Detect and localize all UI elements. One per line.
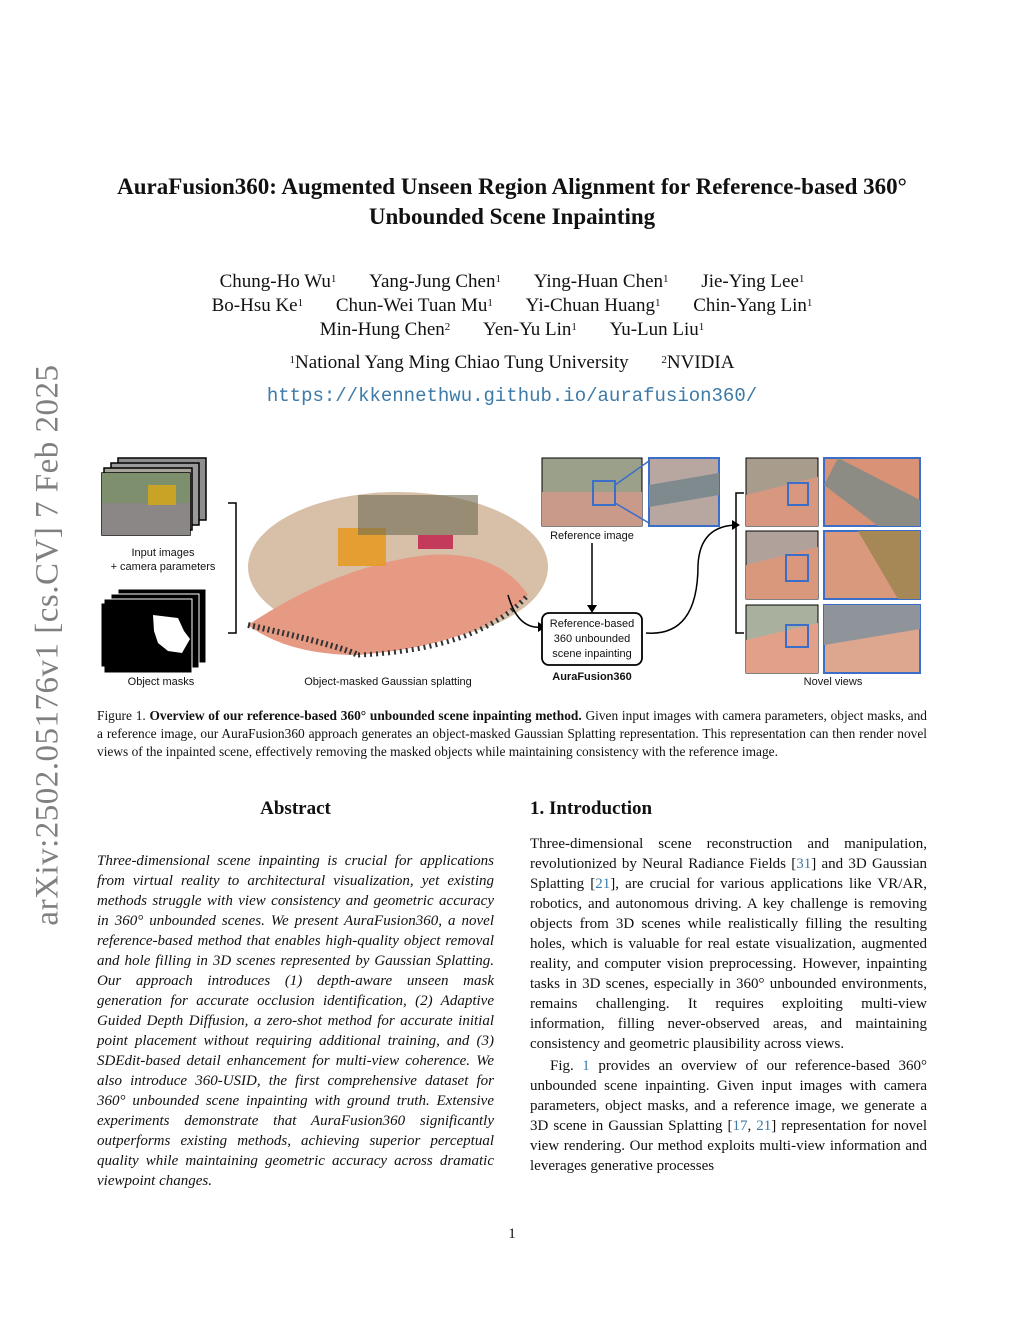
author: Yen-Yu Lin$^1$	[483, 319, 577, 340]
author: Yi-Chuan Huang$^1$	[525, 295, 661, 316]
affiliation: $^1$National Yang Ming Chiao Tung University	[289, 352, 629, 373]
label-object-masks: Object masks	[127, 676, 195, 688]
object-masks-stack	[102, 589, 206, 673]
input-images-stack	[102, 458, 206, 535]
figure-caption: Figure 1. Overview of our reference-based 360° unbounded scene inpainting method. Given input images with camera parameters, object masks, and a reference image, our AuraFusion360 approach generates an object-masked Gaussian Splatting representation. This representation can then render novel views of the inpainted scene, effectively removing the masked objects while maintaining consistency with the reference image.	[97, 708, 927, 759]
method-box-label: Reference-based 360 unbounded scene inpainting	[549, 618, 635, 660]
abstract-text: Three-dimensional scene inpainting is crucial for applications from virtual reality to architectural visualization, yet existing methods struggle with view consistency and geometric accuracy in 360° unbounded scenes. We present AuraFusion360, a novel reference-based method that enables high-quality object removal and hole filling in 3D scenes represented by Gaussian Splatting. Our approach introduces (1) depth-aware unseen mask generation for accurate occlusion identification, (2) Adaptive Guided Depth Diffusion, a zero-shot method for accurate initial point placement without requiring additional training, and (3) SDEdit-based detail enhancement for multi-view coherence. We also introduce 360-USID, the first comprehensive dataset for 360° unbounded scene inpainting with ground truth. Extensive experiments demonstrate that AuraFusion360 significantly outperforms existing methods, achieving superior perceptual quality while maintaining geometric accuracy across dramatic viewpoint changes.	[97, 853, 494, 1189]
label-reference-image: Reference image	[550, 530, 634, 542]
label-splatting: Object-masked Gaussian splatting	[304, 676, 472, 688]
author: Chin-Yang Lin$^1$	[693, 295, 813, 316]
reference-image-pair	[542, 458, 719, 526]
label-method: AuraFusion360	[552, 671, 632, 683]
novel-views	[746, 458, 920, 673]
intro-body	[530, 834, 927, 1176]
paper-title	[0, 172, 1024, 232]
citation-link[interactable]: 17	[732, 1118, 748, 1134]
intro-paragraph-1: Three-dimensional scene reconstruction and manipulation, revolutionized by Neural Radiance Fields [31] and 3D Gaussian Splatting [21], are crucial for various applications like VR/AR, robotics, and autonomous driving. A key challenge is removing objects from 3D scenes while realistically filling the resulting holes, which is valuable for real estate visualization, augmented reality, and computer vision preprocessing. However, inpainting tasks in 3D scenes, especially in 360° unbounded environments, remains challenging. It requires exploiting multi-view information, filling never-observed areas, and maintaining consistency and geometric plausibility across views.	[530, 836, 927, 1052]
figure-link[interactable]: 1	[582, 1058, 590, 1074]
author-row-3	[0, 318, 1024, 341]
citation-link[interactable]: 21	[756, 1118, 772, 1134]
author: Bo-Hsu Ke$^1$	[211, 295, 304, 316]
author-row-2	[0, 294, 1024, 317]
title-line-2: Unbounded Scene Inpainting	[368, 204, 656, 229]
intro-paragraph-2: Fig. 1 provides an overview of our reference-based 360° unbounded scene inpainting. Given input images with camera parameters, object masks, and a reference image, we generate a 3D scene in Gaussian Splatting [17, 21] representation for novel view rendering. Our method exploits multi-view information and leverages generative processes	[530, 1058, 927, 1174]
arxiv-stamp: arXiv:2502.05176v1 [cs.CV] 7 Feb 2025	[29, 364, 66, 926]
author: Min-Hung Chen$^2$	[319, 319, 451, 340]
author: Jie-Ying Lee$^1$	[701, 271, 805, 292]
author: Yang-Jung Chen$^1$	[369, 271, 501, 292]
abstract-heading: Abstract	[260, 798, 331, 819]
affiliations	[0, 351, 1024, 374]
citation-link[interactable]: 31	[796, 856, 812, 872]
author-row-1	[0, 270, 1024, 293]
intro-heading: 1. Introduction	[530, 798, 653, 819]
overview-figure	[98, 455, 928, 690]
author: Yu-Lun Liu$^1$	[609, 319, 705, 340]
title-line-1: AuraFusion360: Augmented Unseen Region Alignment for Reference-based 360°	[117, 174, 907, 199]
page-number: 1	[508, 1226, 516, 1242]
project-url[interactable]: https://kkennethwu.github.io/aurafusion360/	[266, 385, 758, 407]
author: Chung-Ho Wu$^1$	[219, 271, 337, 292]
label-novel-views: Novel views	[803, 676, 863, 688]
label-camera-params: + camera parameters	[110, 561, 216, 573]
affiliation: $^2$NVIDIA	[661, 352, 735, 373]
label-input-images: Input images	[131, 547, 195, 559]
author: Ying-Huan Chen$^1$	[533, 271, 669, 292]
gaussian-splatting-scene	[248, 492, 548, 655]
author: Chun-Wei Tuan Mu$^1$	[335, 295, 493, 316]
citation-link[interactable]: 21	[595, 876, 611, 892]
